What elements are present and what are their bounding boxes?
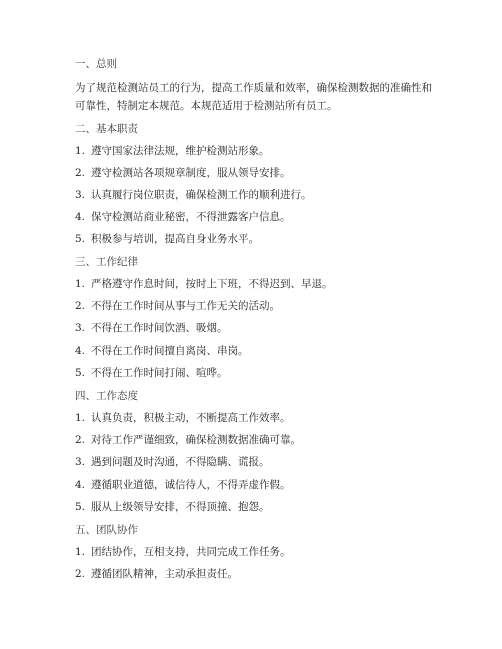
list-item-text: 遵守检测站各项规章制度，服从领导安排。 bbox=[91, 167, 291, 179]
list-item-number: 3. bbox=[75, 456, 86, 468]
list-item-text: 遵守国家法律法规，维护检测站形象。 bbox=[91, 145, 270, 157]
list-item-number: 5. bbox=[75, 367, 86, 379]
list-item bbox=[75, 166, 291, 180]
list-item-number: 5. bbox=[75, 501, 86, 513]
section-heading: 四、工作态度 bbox=[75, 390, 138, 402]
list-item-text: 认真负责，积极主动，不断提高工作效率。 bbox=[91, 412, 291, 424]
list-item-text: 服从上级领导安排，不得顶撞、抱怨。 bbox=[91, 501, 270, 513]
list-item-number: 2. bbox=[75, 568, 86, 580]
list-item bbox=[75, 188, 312, 202]
list-item bbox=[75, 411, 291, 425]
list-item-number: 4. bbox=[75, 211, 86, 223]
list-item bbox=[75, 455, 270, 469]
list-item-number: 2. bbox=[75, 167, 86, 179]
list-item-text: 对待工作严谨细致，确保检测数据准确可靠。 bbox=[91, 434, 301, 446]
list-item-number: 2. bbox=[75, 300, 86, 312]
list-item-number: 1. bbox=[75, 145, 86, 157]
list-item-number: 1. bbox=[75, 546, 86, 558]
list-item-text: 不得在工作时间饮酒、吸烟。 bbox=[91, 322, 228, 334]
list-item bbox=[75, 478, 291, 492]
list-item bbox=[75, 366, 228, 380]
list-item-text: 不得在工作时间从事与工作无关的活动。 bbox=[91, 300, 280, 312]
list-item bbox=[75, 433, 301, 447]
list-item bbox=[75, 321, 228, 335]
list-item-text: 不得在工作时间擅自离岗、串岗。 bbox=[91, 345, 249, 357]
list-item-text: 团结协作，互相支持，共同完成工作任务。 bbox=[91, 546, 291, 558]
list-item bbox=[75, 545, 291, 559]
list-item bbox=[75, 277, 333, 291]
list-item-text: 认真履行岗位职责，确保检测工作的顺利进行。 bbox=[91, 189, 312, 201]
section-paragraph: 为了规范检测站员工的行为，提高工作质量和效率，确保检测数据的准确性和可靠性，特制定本规范。本规范适用于检测站所有员工。 bbox=[75, 82, 432, 112]
list-item-text: 遇到问题及时沟通，不得隐瞒、谎报。 bbox=[91, 456, 270, 468]
list-item-text: 积极参与培训，提高自身业务水平。 bbox=[91, 233, 259, 245]
section-heading: 二、基本职责 bbox=[75, 123, 138, 135]
list-item bbox=[75, 567, 238, 581]
list-item bbox=[75, 232, 259, 246]
list-item-text: 不得在工作时间打闹、喧哗。 bbox=[91, 367, 228, 379]
list-item-number: 5. bbox=[75, 233, 86, 245]
list-item-text: 遵循团队精神，主动承担责任。 bbox=[91, 568, 238, 580]
list-item bbox=[75, 500, 270, 514]
section-heading: 三、工作纪律 bbox=[75, 256, 138, 268]
list-item bbox=[75, 144, 270, 158]
list-item-number: 1. bbox=[75, 412, 86, 424]
section-heading: 一、总则 bbox=[75, 58, 117, 70]
list-item-number: 1. bbox=[75, 278, 86, 290]
list-item-number: 2. bbox=[75, 434, 86, 446]
list-item-text: 严格遵守作息时间，按时上下班，不得迟到、早退。 bbox=[91, 278, 333, 290]
list-item-text: 保守检测站商业秘密，不得泄露客户信息。 bbox=[91, 211, 291, 223]
list-item-number: 4. bbox=[75, 479, 86, 491]
list-item bbox=[75, 344, 249, 358]
list-item bbox=[75, 299, 280, 313]
list-item-number: 4. bbox=[75, 345, 86, 357]
list-item-number: 3. bbox=[75, 189, 86, 201]
list-item-text: 遵循职业道德，诚信待人，不得弄虚作假。 bbox=[91, 479, 291, 491]
list-item-number: 3. bbox=[75, 322, 86, 334]
section-heading: 五、团队协作 bbox=[75, 524, 138, 536]
list-item bbox=[75, 210, 291, 224]
